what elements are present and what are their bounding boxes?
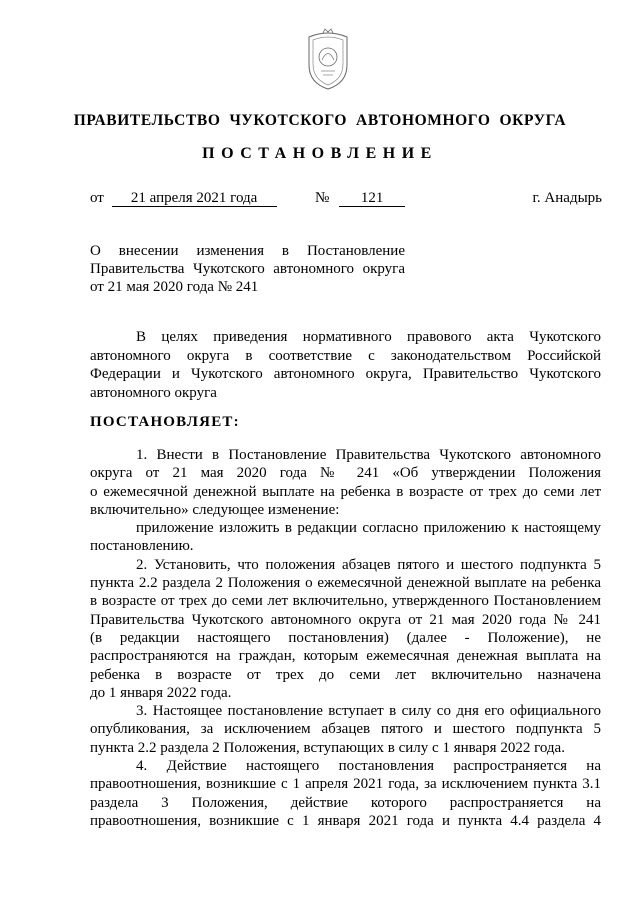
text-line: распространяются на граждан, которым ежемесячная денежная выплата на [90, 648, 601, 665]
preamble [90, 328, 601, 402]
paragraph-1 [90, 446, 601, 519]
from-label: от [90, 190, 104, 206]
paragraph-3 [90, 702, 601, 757]
paragraph-4 [90, 757, 601, 830]
text-line: раздела 3 Положения, действие которого распространяется на [90, 794, 601, 811]
text-line: 2. Установить, что положения абзацев пятого и шестого подпункта 5 [136, 556, 601, 573]
text-line: 4. Действие настоящего постановления распространяется на [136, 758, 601, 775]
text-line: 1. Внести в Постановление Правительства Чукотского автономного [136, 447, 601, 463]
decree-word: ПОСТАНОВЛЯЕТ: [90, 414, 240, 430]
text-line: в возрасте от трех до семи лет включительно, утвержденного Постановлением [90, 593, 601, 610]
paragraph-1b [90, 519, 601, 556]
number-field [315, 190, 405, 207]
text-line: включительно» следующее изменение: [90, 501, 340, 518]
text-line: о ежемесячной денежной выплате на ребенка в возрасте от трех до семи лет [90, 483, 601, 500]
text-line: приложение изложить в редакции согласно приложению к настоящему [136, 520, 601, 537]
preamble-line: В целях приведения нормативного правового акта Чукотского [136, 329, 601, 345]
text-line: пункта 2.2 раздела 2 Положения о ежемесячной денежной выплате на ребенка [90, 575, 601, 592]
text-line: пункта 2.2 раздела 2 Положения, вступающих в силу с 1 января 2022 года. [90, 739, 565, 756]
document-type-title: ПОСТАНОВЛЕНИЕ [202, 145, 438, 162]
document-date: 21 апреля 2021 года [112, 191, 277, 207]
preamble-line: автономного округа в соответствие с законодательством Российской [90, 347, 601, 364]
text-line: до 1 января 2022 года. [90, 684, 232, 701]
text-line: постановлению. [90, 538, 194, 555]
text-line: 3. Настоящее постановление вступает в силу со дня его официального [136, 703, 601, 720]
document-number: 121 [339, 191, 405, 207]
text-line: правоотношения, возникшие с 1 января 2021 года и пункта 4.4 раздела 4 [90, 812, 601, 829]
text-line: правоотношения, возникшие с 1 апреля 2021 года, за исключением пункта 3.1 [90, 776, 601, 793]
subject-line: О внесении изменения в Постановление [90, 243, 405, 259]
text-line: опубликования, за исключением абзацев пятого и шестого подпункта 5 [90, 721, 601, 738]
number-label: № [315, 190, 330, 206]
subject-line: Правительства Чукотского автономного округа [90, 261, 405, 277]
text-line: Правительства Чукотского автономного округа от 21 мая 2020 года № 241 [90, 611, 601, 628]
city: г. Анадырь [532, 190, 602, 206]
date-field [90, 190, 277, 207]
text-line: округа от 21 мая 2020 года № 241 «Об утверждении Положения [90, 465, 601, 482]
document-body [90, 446, 601, 830]
preamble-line: автономного округа [90, 384, 217, 401]
preamble-line: Федерации и Чукотского автономного округа, Правительство Чукотского [90, 366, 601, 382]
subject-line: от 21 мая 2020 года № 241 [90, 279, 259, 295]
government-title: ПРАВИТЕЛЬСТВО ЧУКОТСКОГО АВТОНОМНОГО ОКРУГА [73, 112, 567, 129]
document-subject [90, 242, 405, 296]
paragraph-2 [90, 556, 601, 702]
coat-of-arms-emblem [303, 27, 353, 91]
text-line: (в редакции настоящего постановления) (далее - Положение), не [90, 629, 601, 646]
text-line: ребенка в возрасте от трех до семи лет включительно назначена [90, 666, 601, 683]
